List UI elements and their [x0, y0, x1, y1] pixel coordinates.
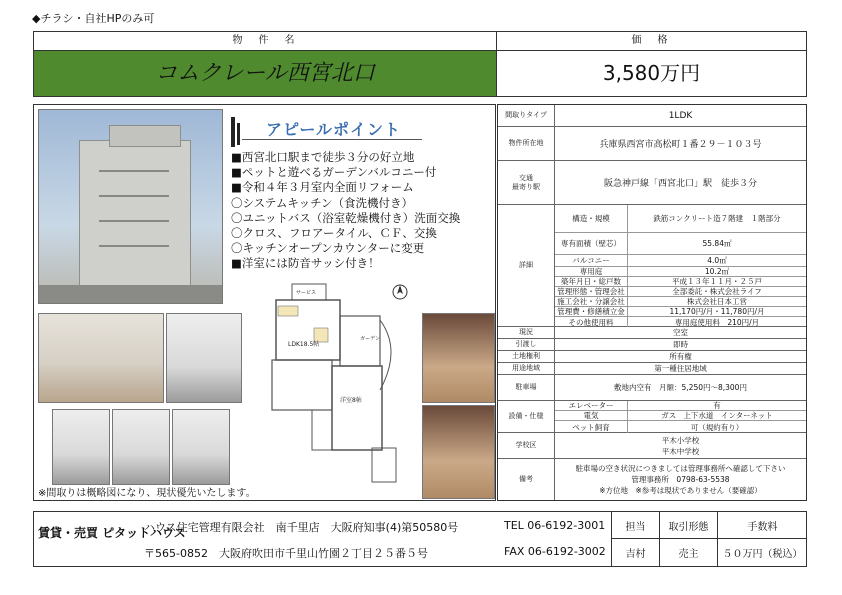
spec-value: 即時: [673, 340, 688, 349]
floorplan-western-label: 洋室8帖: [340, 397, 362, 404]
spec-row-delivery: [498, 339, 806, 351]
equip-value: [628, 411, 806, 420]
floorplan-caption: ※間取りは概略図になり、現状優先いたします。: [38, 488, 256, 499]
floorplan-ldk-label: LDK18.5帖: [288, 341, 320, 348]
property-price: 3,580万円: [602, 61, 701, 85]
spec-key: 交通 最寄り駅: [498, 161, 555, 204]
deal-type-value: 売主: [659, 539, 717, 566]
spec-key: 現況: [498, 327, 555, 338]
appeal-point: ■令和４年３月室内全面リフォーム: [231, 180, 414, 195]
spec-row-status: [498, 327, 806, 339]
photo-panel: [33, 104, 496, 501]
outline-key: バルコニー: [555, 255, 628, 266]
spec-key: 設備・仕様: [498, 401, 555, 432]
spec-table: [497, 104, 807, 501]
spec-row-school: [498, 433, 806, 459]
spec-row-parking: [498, 375, 806, 401]
property-name: コムクレール西宮北口: [34, 51, 497, 96]
outline-key: 管理費・修繕積立金: [555, 307, 628, 316]
spec-value: 兵庫県西宮市高松町１番２９－１０３号: [599, 140, 762, 150]
spec-key: 学校区: [498, 433, 555, 458]
spec-key: 詳細: [498, 205, 555, 326]
spec-value: 空室: [673, 328, 688, 337]
agency-footer: [33, 511, 807, 567]
spec-key: 間取りタイプ: [498, 105, 555, 126]
outline-value: 10.2㎡: [704, 267, 730, 276]
outline-value: 専用庭使用料 210円/月: [674, 317, 760, 327]
appeal-title: アピールポイント: [266, 120, 402, 139]
spec-key: 引渡し: [498, 339, 555, 350]
spec-row-land: [498, 351, 806, 363]
living-photo: [38, 313, 164, 403]
floorplan-service-label: サービス: [296, 290, 317, 296]
appeal-point: ■ペットと遊べるガーデンバルコニー付: [231, 165, 437, 180]
appeal-accent-bar-2: [237, 123, 240, 145]
appeal-point: 〇キッチンオープンカウンターに変更: [231, 241, 425, 256]
spec-value: 阪急神戸線「西宮北口」駅 徒歩３分: [603, 179, 757, 189]
washroom-photo: [172, 409, 230, 485]
appeal-accent-bar: [231, 117, 235, 147]
outline-value: 平成１３年１１月・２５戸: [672, 277, 762, 286]
outline-key: 管理形態・管理会社: [555, 287, 628, 296]
property-header: [33, 31, 807, 97]
hallway-photo: [422, 405, 495, 499]
spec-row-location: [498, 127, 806, 161]
name-label: 物 件 名: [34, 32, 497, 51]
equip-row: [555, 421, 806, 433]
school-elementary: 平木小学校: [661, 435, 700, 445]
appeal-point: ■西宮北口駅まで徒歩３分の好立地: [231, 150, 415, 164]
spec-key: 備考: [498, 459, 555, 500]
outline-value: 11,170円/月・11,780円/月: [669, 307, 765, 316]
outline-key: 構造・規模: [555, 205, 628, 232]
fee-value: ５０万円（税込）: [717, 539, 807, 566]
equip-gas: ガス: [661, 411, 677, 420]
outline-key: 専用庭: [555, 267, 628, 276]
outline-row: [555, 233, 806, 255]
outline-value: 株式会社日本工営: [687, 297, 747, 306]
spec-key: 物件所在地: [498, 127, 555, 160]
spec-row-remarks: [498, 459, 806, 500]
outline-value: 鉄筋コンクリート造７階建 １階部分: [653, 214, 781, 223]
spec-value: 敷地内空有 月額：5,250円～8,300円: [614, 383, 747, 392]
spec-value: [555, 459, 806, 500]
top-note: ◆チラシ・自社HPのみ可: [32, 12, 155, 25]
equip-value: 可（規約有り）: [690, 422, 744, 432]
appeal-underline: [242, 139, 422, 140]
spec-row-transport: [498, 161, 806, 205]
price-label: 価 格: [496, 32, 806, 51]
agency-logo: 賃貸・売買 ピタットハウス: [38, 526, 186, 540]
window-photo: [166, 313, 242, 403]
equip-key: ペット飼育: [555, 421, 628, 433]
outline-key: 施工会社・分譲会社: [555, 297, 628, 306]
remark-line: 管理事務所 0798-63-5538: [631, 475, 730, 484]
floorplan: [262, 280, 410, 490]
agency-company: ハウス住宅管理有限会社 南千里店 大阪府知事(4)第50580号: [144, 521, 459, 534]
outline-row: [555, 317, 806, 327]
spec-key: 駐車場: [498, 375, 555, 400]
outline-key: その他使用料: [555, 317, 628, 327]
remark-line: ※方位地 ※参考は現状でありません（要確認）: [599, 486, 762, 495]
fee-label: 手数料: [717, 512, 807, 539]
building-photo: [38, 109, 223, 304]
spec-value: [555, 433, 806, 458]
school-junior-high: 平木中学校: [661, 446, 700, 456]
bedroom-photo: [422, 313, 495, 403]
spec-key: 用途地域: [498, 363, 555, 374]
spec-value: 1LDK: [668, 110, 693, 121]
outline-key: 築年月日・総戸数: [555, 277, 628, 286]
spec-row-layout: [498, 105, 806, 127]
appeal-point: ■洋室には防音サッシ付き！: [231, 256, 380, 271]
spec-key: 土地権利: [498, 351, 555, 362]
outline-row: [555, 205, 806, 233]
bath-photo: [112, 409, 170, 485]
appeal-point: 〇ユニットバス（浴室乾燥機付き）洗面交換: [231, 210, 461, 225]
deal-type-label: 取引形態: [659, 512, 717, 539]
appeal-point: 〇システムキッチン（食洗機付き）: [231, 195, 414, 210]
outline-value: 4.0㎡: [707, 256, 727, 265]
appeal-points: [231, 150, 460, 272]
outline-value: 全部委託・株式会社ライフ: [672, 287, 762, 296]
spec-value: 所有権: [669, 352, 692, 361]
staff-value: 吉村: [611, 539, 659, 566]
appeal-point: 〇クロス、フロアータイル、ＣＦ、交換: [231, 226, 437, 241]
spec-value: 第一種住居地域: [654, 364, 707, 373]
outline-key: 専有面積（壁芯）: [555, 233, 628, 254]
spec-row-zoning: [498, 363, 806, 375]
kitchen-photo: [52, 409, 110, 485]
transaction-table: [611, 512, 807, 566]
outline-row: [555, 307, 806, 317]
agency-fax: FAX 06-6192-3002: [504, 545, 606, 558]
equip-row: [555, 411, 806, 421]
remark-line: 駐車場の空き状況につきましては管理事務所へ確認して下さい: [575, 464, 786, 473]
equip-water-internet: 上下水道 インターネット: [683, 411, 773, 420]
equip-key: 電気: [555, 411, 628, 420]
staff-label: 担当: [611, 512, 659, 539]
agency-tel: TEL 06-6192-3001: [504, 519, 606, 532]
agency-address: 〒565-0852 大阪府吹田市千里山竹園２丁目２５番５号: [144, 547, 428, 560]
equip-value: 有: [713, 401, 721, 410]
equip-key: エレベーター: [555, 401, 628, 410]
outline-value: 55.84㎡: [702, 239, 732, 248]
floorplan-balcony-label: ガーデン: [360, 336, 380, 342]
